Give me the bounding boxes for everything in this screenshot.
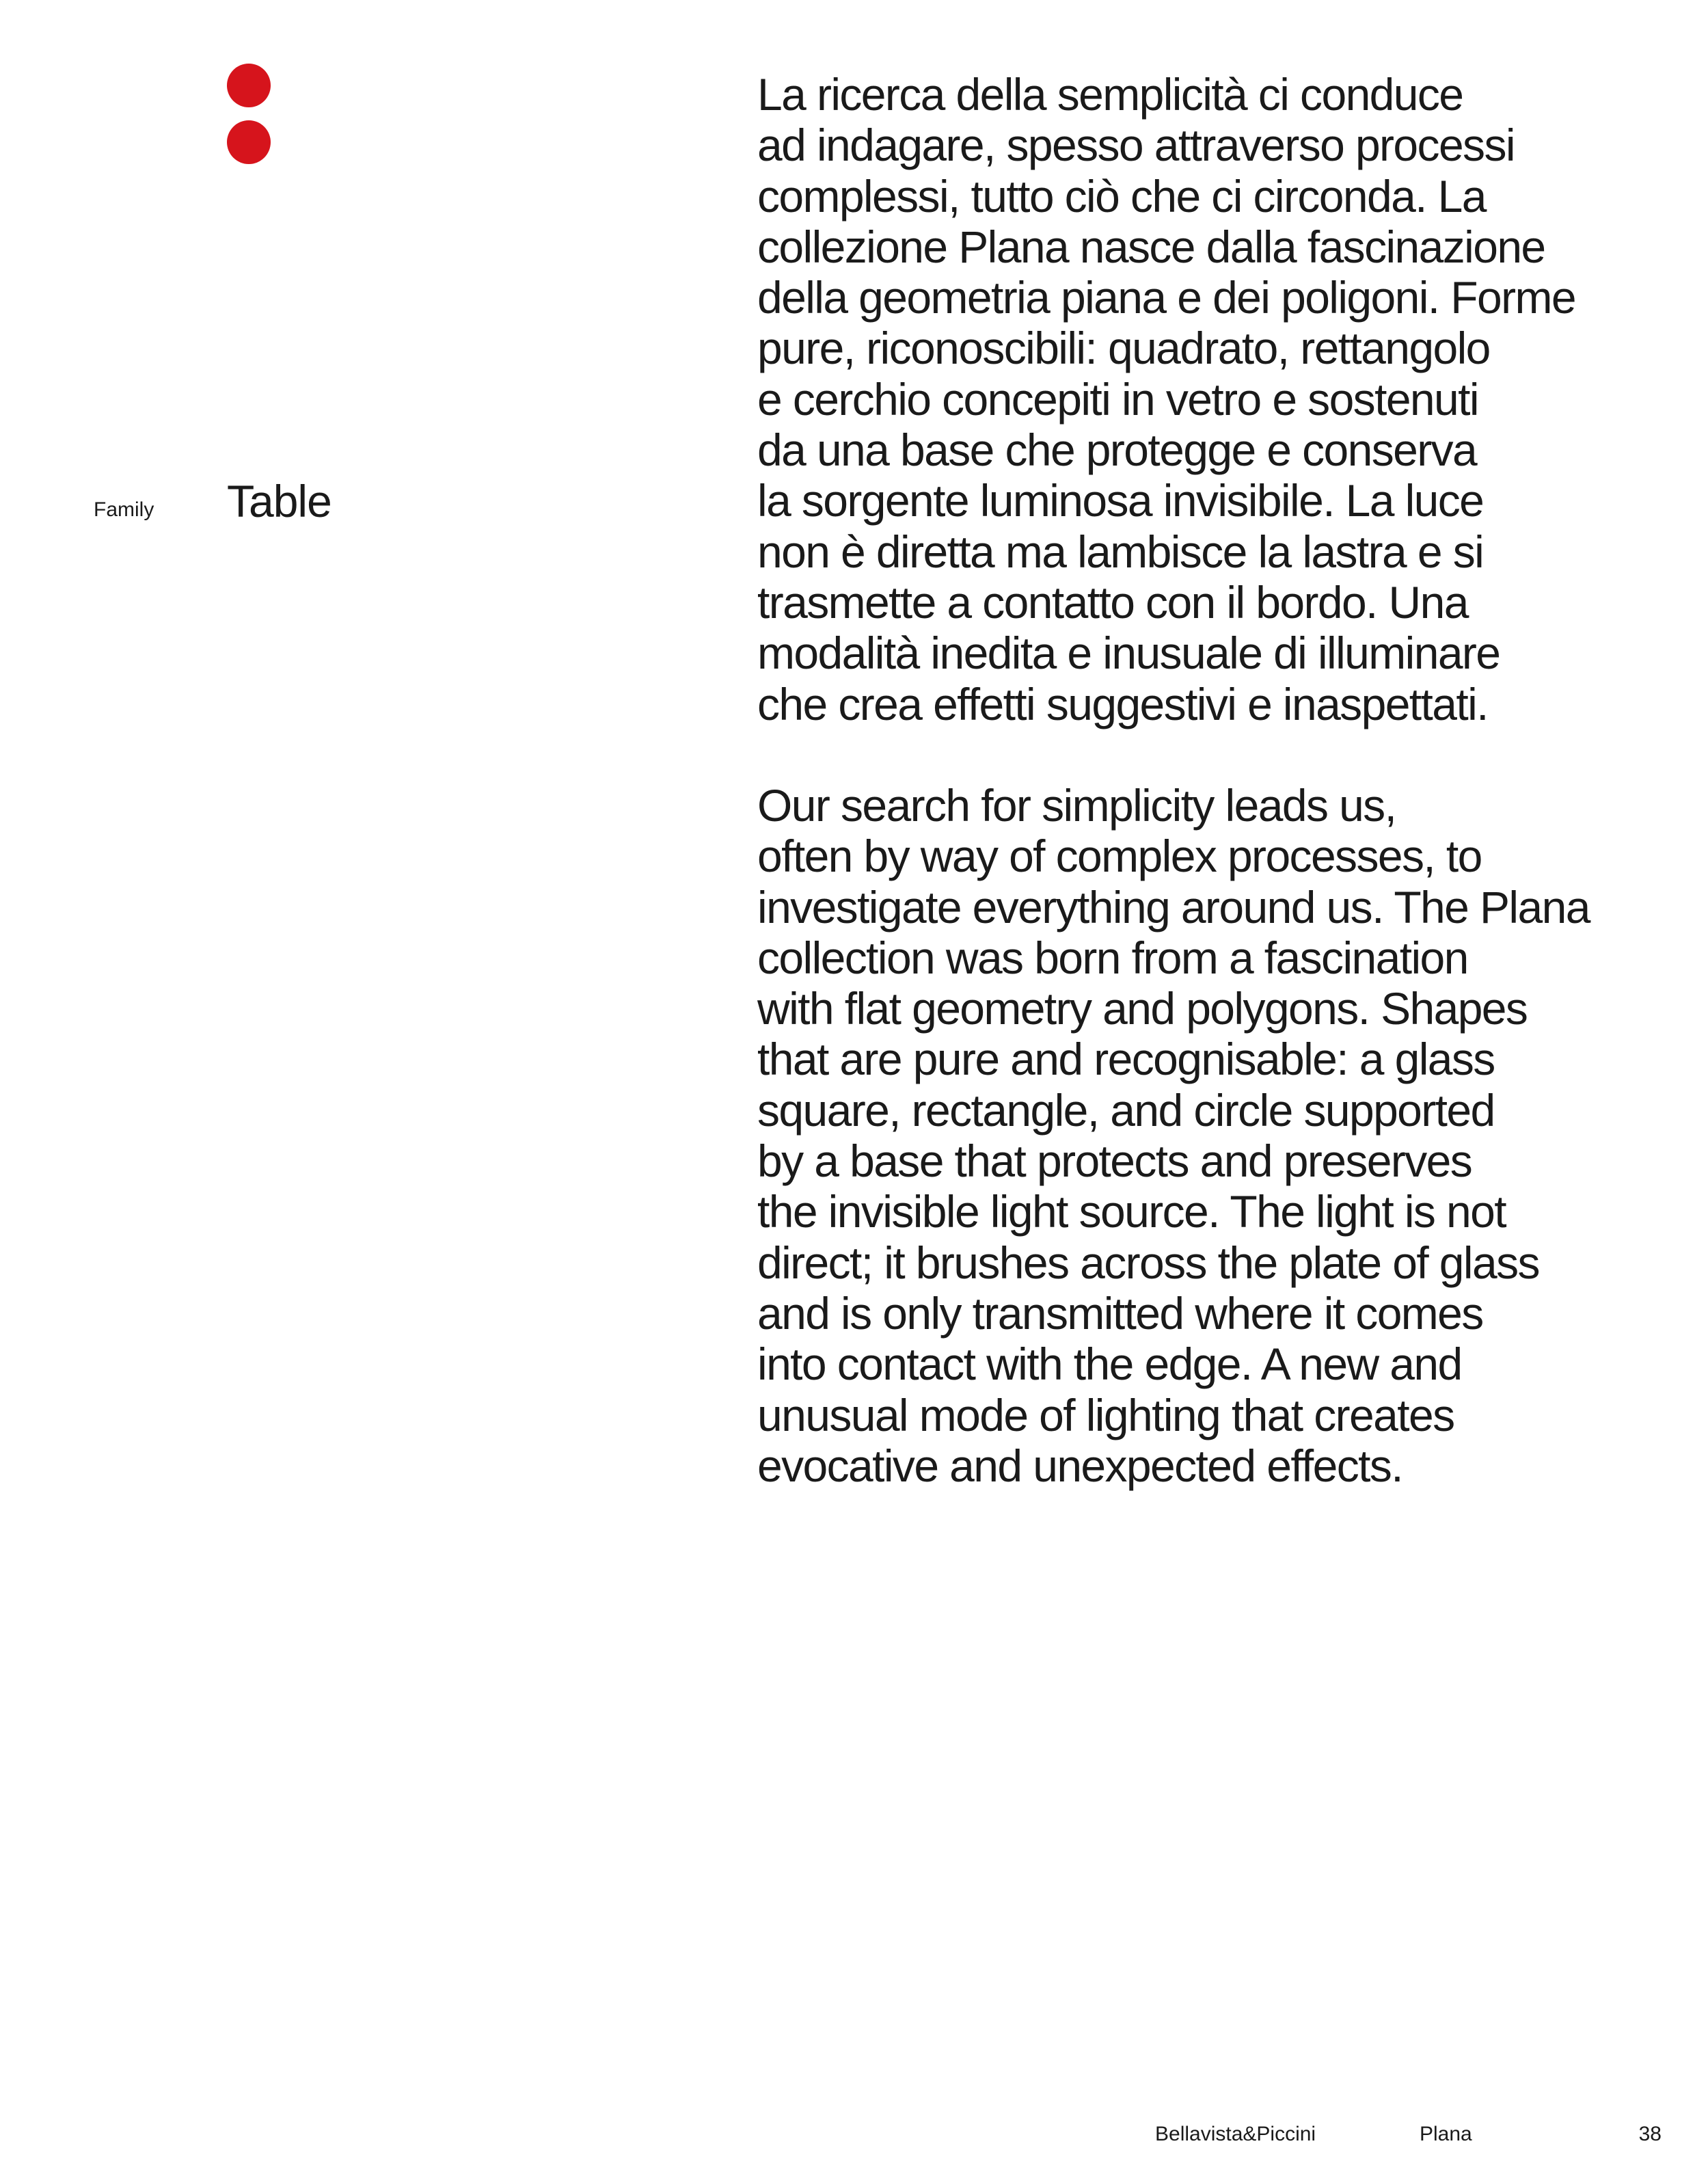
text-line: che crea effetti suggestivi e inaspettati. [757,678,1488,729]
text-line: unusual mode of lighting that creates [757,1389,1454,1440]
text-line: complessi, tutto ciò che ci circonda. La [757,170,1486,222]
text-line: non è diretta ma lambisce la lastra e si [757,526,1484,577]
text-line: often by way of complex processes, to [757,831,1482,882]
text-line: evocative and unexpected effects. [757,1440,1403,1491]
text-line: della geometria piana e dei poligoni. Forme [757,272,1575,323]
text-line: and is only transmitted where it comes [757,1287,1483,1339]
page-number: 38 [1638,2123,1662,2145]
text-line: modalità inedita e inusuale di illuminare [757,628,1500,679]
text-line: by a base that protects and preserves [757,1136,1472,1187]
text-line: into contact with the edge. A new and [757,1339,1462,1390]
text-line: that are pure and recognisable: a glass [757,1034,1495,1085]
text-line: la sorgente luminosa invisibile. La luce [757,475,1484,526]
red-dot-icon [227,64,271,107]
text-line: with flat geometry and polygons. Shapes [757,983,1528,1034]
text-line: La ricerca della semplicità ci conduce [757,69,1463,120]
text-line: the invisible light source. The light is not [757,1186,1506,1237]
description-english [757,780,1673,1491]
text-line: ad indagare, spesso attraverso processi [757,120,1515,171]
text-line: trasmette a contatto con il bordo. Una [757,576,1468,628]
footer-brand: Bellavista&Piccini [1155,2123,1316,2145]
text-line: collezione Plana nasce dalla fascinazione [757,221,1545,272]
text-line: pure, riconoscibili: quadrato, rettangolo [757,323,1490,374]
text-line: collection was born from a fascination [757,932,1468,983]
text-line: direct; it brushes across the plate of glass [757,1237,1539,1288]
family-value: Table [227,476,331,526]
text-line: e cerchio concepiti in vetro e sostenuti [757,373,1478,425]
text-line: square, rectangle, and circle supported [757,1084,1495,1136]
description-italian [757,69,1673,729]
footer-collection: Plana [1420,2123,1472,2145]
text-line: Our search for simplicity leads us, [757,780,1396,831]
text-line: da una base che protegge e conserva [757,425,1477,476]
red-dot-icon [227,120,271,164]
text-line: investigate everything around us. The Plana [757,881,1590,932]
family-label: Family [94,498,154,521]
